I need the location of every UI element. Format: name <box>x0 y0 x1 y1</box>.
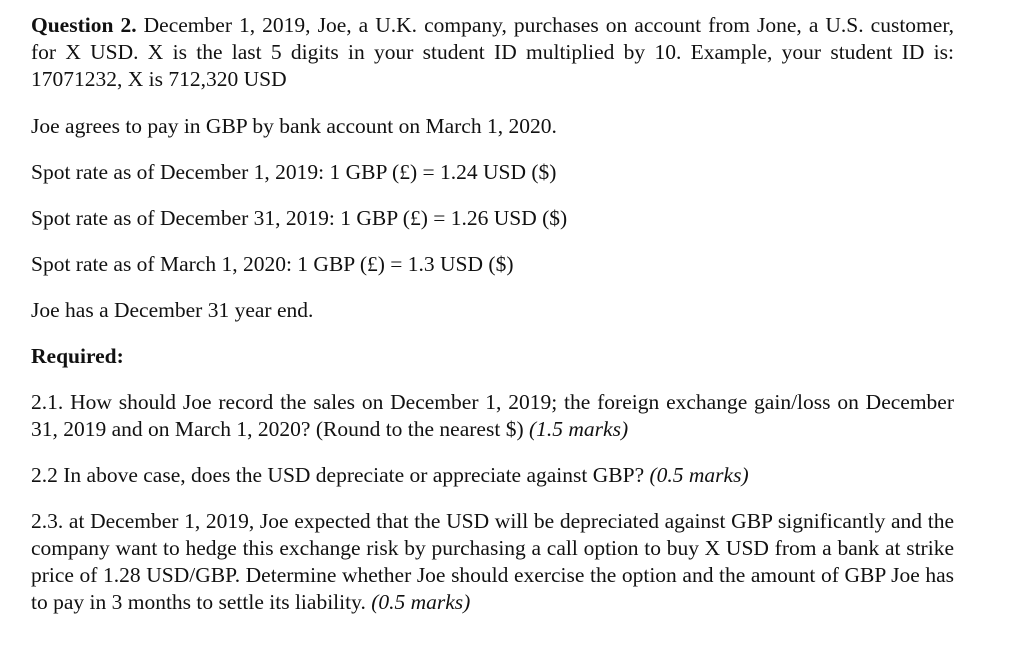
question-intro <box>31 12 954 93</box>
part-2-1 <box>31 389 954 443</box>
required-heading: Required: <box>31 344 124 368</box>
fact-spot-rate-dec-1: Spot rate as of December 1, 2019: 1 GBP (£) = 1.24 USD ($) <box>31 160 557 184</box>
question-heading: Question 2. <box>31 13 137 37</box>
part-2-1-text: 2.1. How should Joe record the sales on December 1, 2019; the foreign exchange gain/loss on December 31, 2019 and on March 1, 2020? (Round to the nearest $) <box>31 390 954 441</box>
fact-spot-rate-mar-1: Spot rate as of March 1, 2020: 1 GBP (£) = 1.3 USD ($) <box>31 252 514 276</box>
part-2-3 <box>31 508 954 616</box>
fact-year-end: Joe has a December 31 year end. <box>31 298 314 322</box>
fact-spot-rate-dec-31: Spot rate as of December 31, 2019: 1 GBP (£) = 1.26 USD ($) <box>31 206 568 230</box>
part-2-3-text: 2.3. at December 1, 2019, Joe expected that the USD will be depreciated against GBP significantly and the company want to hedge this exchange risk by purchasing a call option to buy X USD from a bank at strike price of 1.28 USD/GBP. Determine whether Joe should exercise the option and the amount of GBP Joe has to pay in 3 months to settle its liability. <box>31 509 954 614</box>
part-2-2-text: 2.2 In above case, does the USD depreciate or appreciate against GBP? <box>31 463 650 487</box>
part-2-2 <box>31 462 954 489</box>
fact-payment-terms: Joe agrees to pay in GBP by bank account on March 1, 2020. <box>31 114 557 138</box>
part-2-1-marks: (1.5 marks) <box>528 417 629 441</box>
question-intro-text: December 1, 2019, Joe, a U.K. company, purchases on account from Jone, a U.S. customer, for X USD. X is the last 5 digits in your student ID multiplied by 10. Example, your student ID is: 17071232, X is 712,320 USD <box>31 13 954 91</box>
part-2-3-marks: (0.5 marks) <box>371 590 471 614</box>
part-2-2-marks: (0.5 marks) <box>649 463 749 487</box>
